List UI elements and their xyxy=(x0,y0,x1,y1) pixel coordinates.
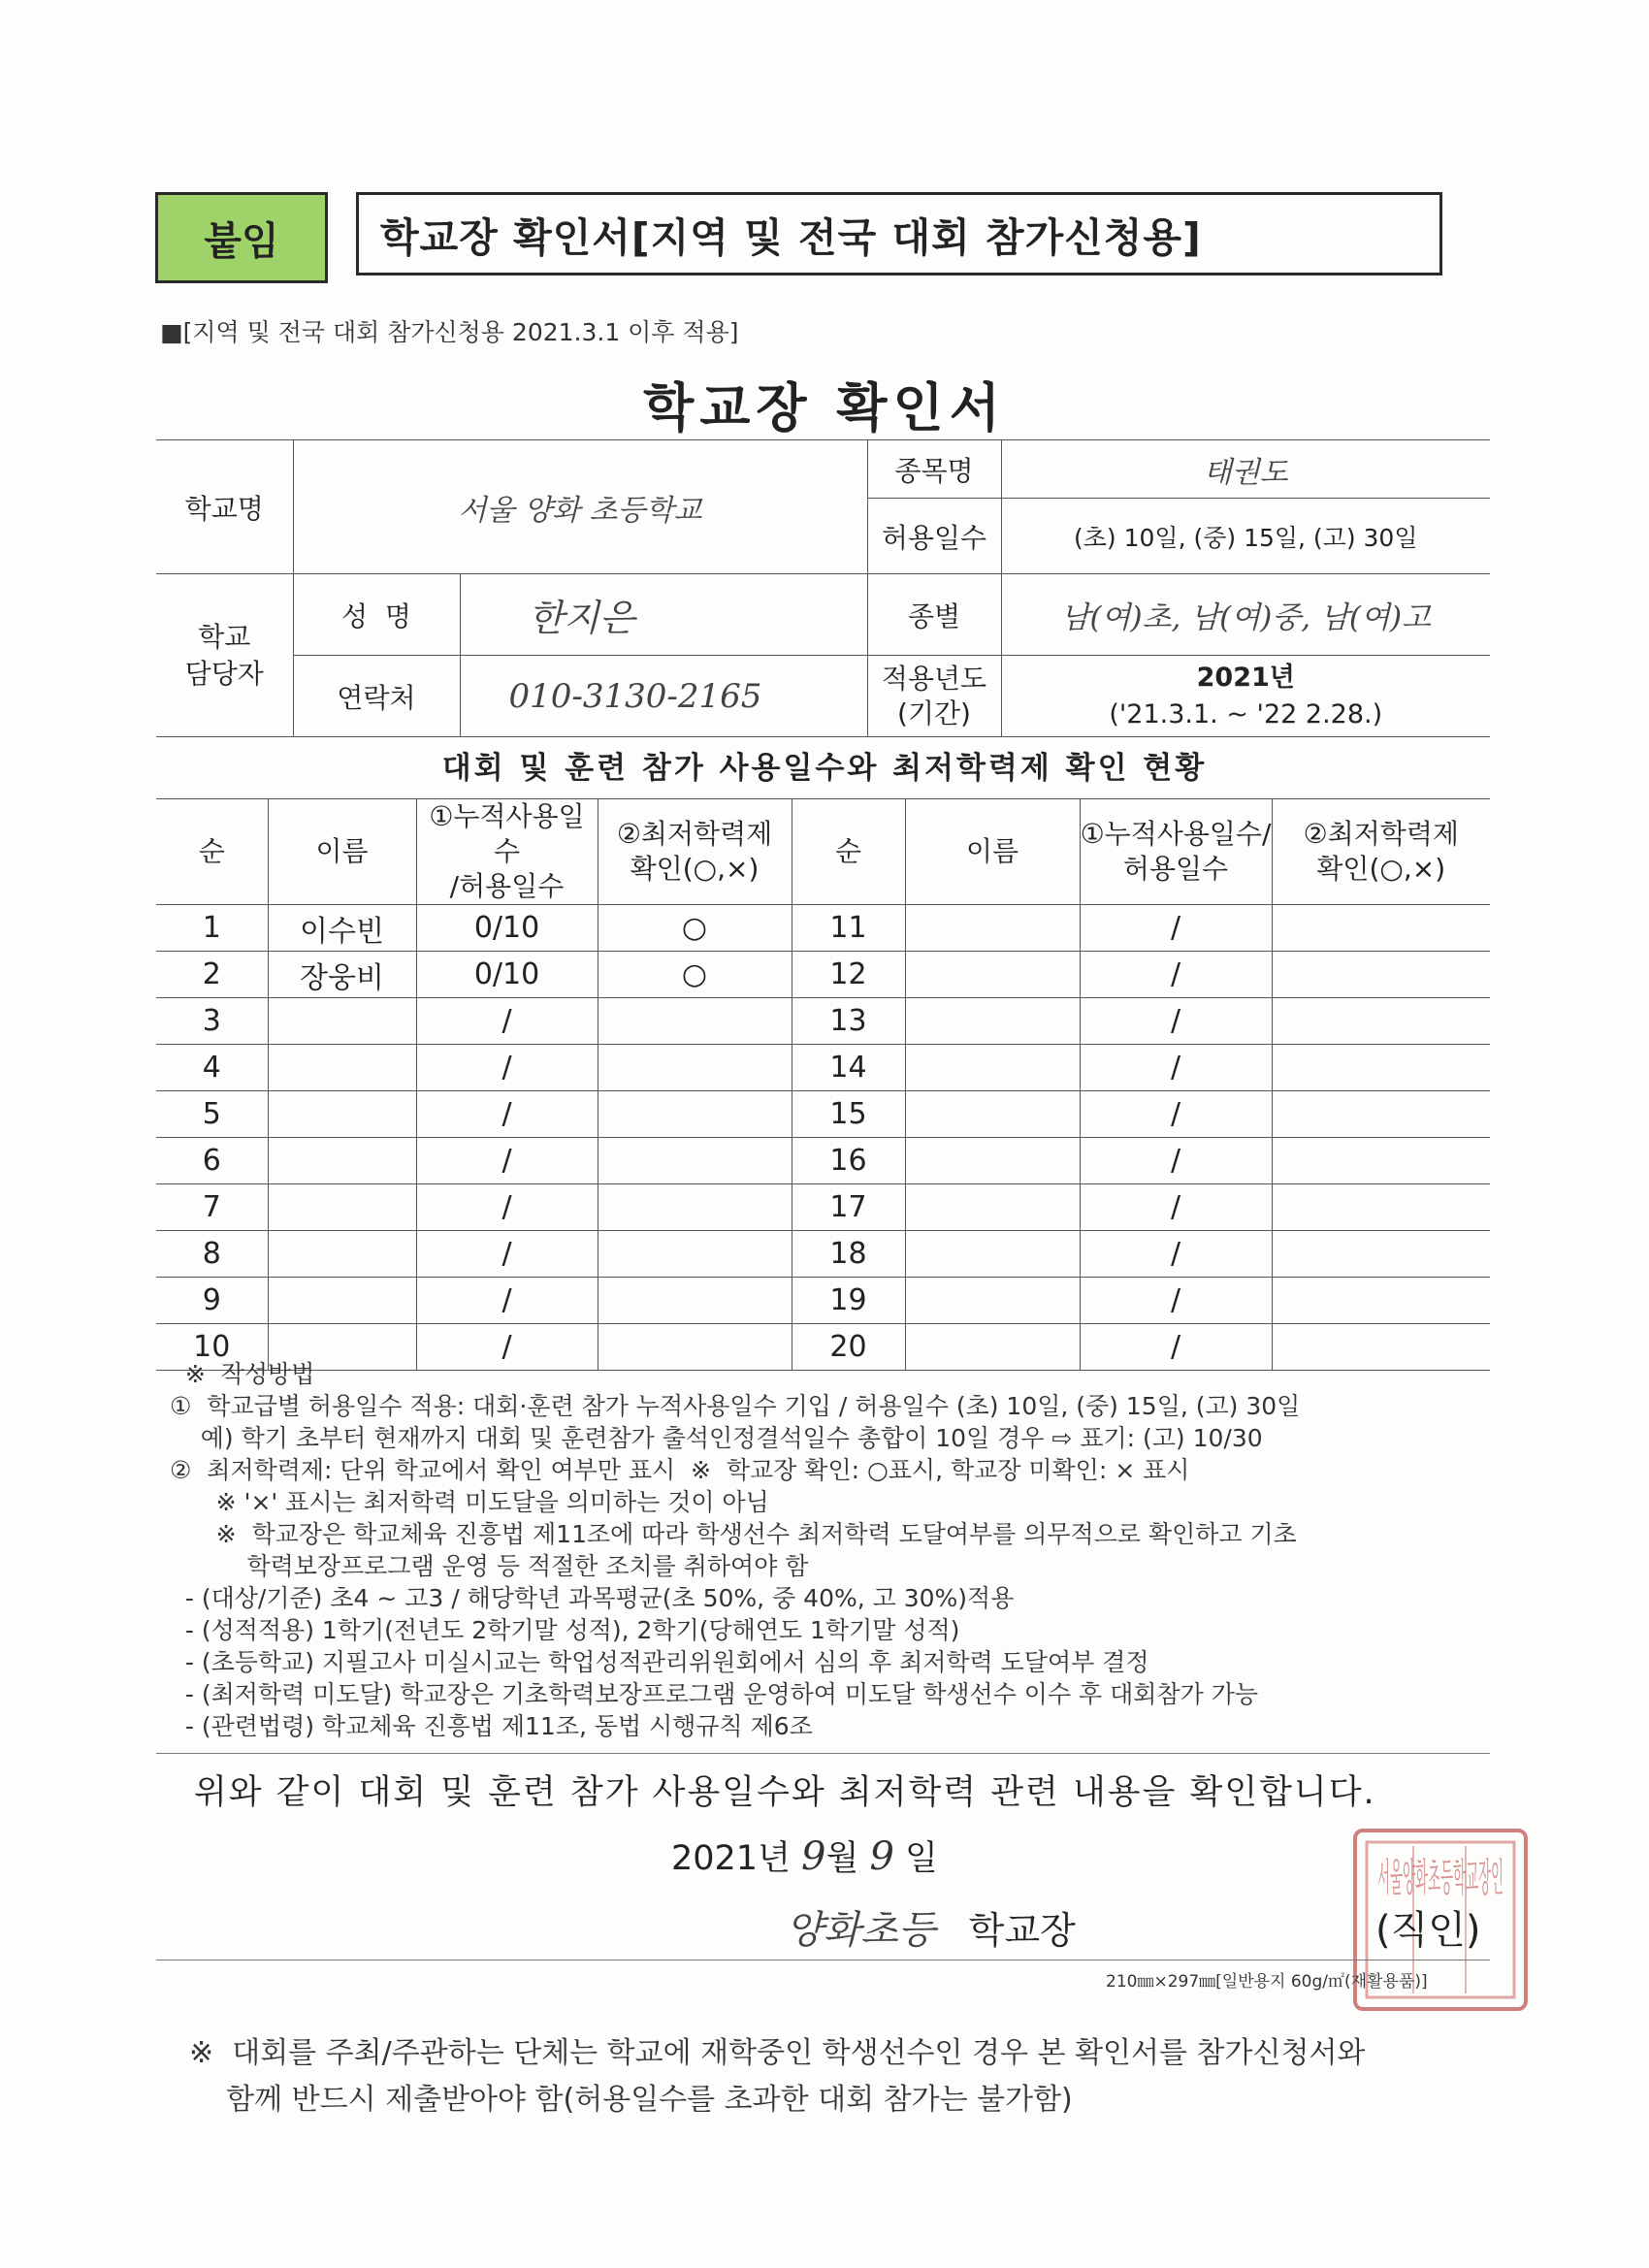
row-number: 9 xyxy=(156,1278,268,1324)
used-days-right: / xyxy=(1080,1045,1272,1091)
athlete-name xyxy=(268,1138,416,1184)
row-number-right: 14 xyxy=(792,1045,905,1091)
used-days: / xyxy=(416,1091,598,1138)
instruction-line: ※ '×' 표시는 최저학력 미도달을 의미하는 것이 아님 xyxy=(170,1488,769,1516)
academic-check-right xyxy=(1272,998,1490,1045)
row-number: 2 xyxy=(156,952,268,998)
academic-check xyxy=(598,1184,792,1231)
row-number: 10 xyxy=(156,1324,268,1371)
row-number: 6 xyxy=(156,1138,268,1184)
academic-check-right xyxy=(1272,1184,1490,1231)
date-month-label: 월 xyxy=(825,1839,859,1878)
instruction-line: - (대상/기준) 초4 ~ 고3 / 해당학년 과목평균(초 50%, 중 40%, 고 30%)적용 xyxy=(170,1584,1015,1612)
header-days: ①누적사용일수 /허용일수 xyxy=(416,799,598,905)
used-days-right: / xyxy=(1080,1091,1272,1138)
instruction-line: ※ 학교장은 학교체육 진흥법 제11조에 따라 학생선수 최저학력 도달여부를 의무적으로 확인하고 기초 xyxy=(170,1520,1297,1548)
manager-label-line-1: 학교 xyxy=(198,620,251,653)
usage-table-title: 대회 및 훈련 참가 사용일수와 최저학력제 확인 현황 xyxy=(441,751,1208,786)
footer-line-1: ※ 대회를 주최/주관하는 단체는 학교에 재학중인 학생선수인 경우 본 확인서를 참가신청서와 xyxy=(189,2036,1366,2070)
row-number: 8 xyxy=(156,1231,268,1278)
header-no: 순 xyxy=(156,799,268,905)
academic-check-right xyxy=(1272,1231,1490,1278)
used-days: 0/10 xyxy=(416,952,598,998)
used-days-right: / xyxy=(1080,998,1272,1045)
academic-check-right xyxy=(1272,1045,1490,1091)
header-check: ②최저학력제 확인(○,×) xyxy=(598,799,792,905)
row-number-right: 15 xyxy=(792,1091,905,1138)
used-days: / xyxy=(416,1184,598,1231)
academic-check: ○ xyxy=(598,905,792,952)
date-month-handwritten: 9 xyxy=(801,1834,826,1879)
used-days: / xyxy=(416,1231,598,1278)
row-number-right: 16 xyxy=(792,1138,905,1184)
table-row xyxy=(156,1138,1490,1184)
date-line xyxy=(671,1831,938,1880)
athlete-name-right xyxy=(905,998,1080,1045)
row-number-right: 19 xyxy=(792,1278,905,1324)
confirmation-statement: 위와 같이 대회 및 훈련 참가 사용일수와 최저학력 관련 내용을 확인합니다. xyxy=(194,1773,1376,1812)
year-field xyxy=(1001,656,1490,737)
row-number-right: 13 xyxy=(792,998,905,1045)
sport-field: 태권도 xyxy=(1001,440,1490,499)
used-days-right: / xyxy=(1080,1231,1272,1278)
academic-check-right xyxy=(1272,1138,1490,1184)
athlete-name xyxy=(268,1231,416,1278)
row-number: 7 xyxy=(156,1184,268,1231)
gender-label: 종별 xyxy=(867,574,1001,656)
athlete-name xyxy=(268,1091,416,1138)
academic-check xyxy=(598,998,792,1045)
instruction-line: - (초등학교) 지필고사 미실시교는 학업성적관리위원회에서 심의 후 최저학력 도달여부 결정 xyxy=(170,1648,1149,1676)
table-row xyxy=(156,1045,1490,1091)
academic-check: ○ xyxy=(598,952,792,998)
footer-line-2: 함께 반드시 제출받아야 함(허용일수를 초과한 대회 참가는 불가함) xyxy=(189,2083,1073,2117)
usage-table xyxy=(156,798,1490,1371)
table-row xyxy=(156,1184,1490,1231)
seal-label: (직인) xyxy=(1375,1908,1481,1953)
used-days: / xyxy=(416,998,598,1045)
academic-check-right xyxy=(1272,952,1490,998)
allowed-days-value: (초) 10일, (중) 15일, (고) 30일 xyxy=(1001,499,1490,574)
footer-note xyxy=(189,2030,1528,2123)
used-days: / xyxy=(416,1324,598,1371)
academic-check-right xyxy=(1272,1278,1490,1324)
athlete-name xyxy=(268,1184,416,1231)
row-number: 5 xyxy=(156,1091,268,1138)
header-name-right: 이름 xyxy=(905,799,1080,905)
table-row xyxy=(156,905,1490,952)
used-days-right: / xyxy=(1080,905,1272,952)
allowed-days-label: 허용일수 xyxy=(867,499,1001,574)
academic-check xyxy=(598,1138,792,1184)
athlete-name-right xyxy=(905,952,1080,998)
instruction-line: - (관련법령) 학교체육 진흥법 제11조, 동법 시행규칙 제6조 xyxy=(170,1712,813,1740)
table-row xyxy=(156,1091,1490,1138)
athlete-name xyxy=(268,1278,416,1324)
year-label xyxy=(867,656,1001,737)
signer-line xyxy=(786,1899,1076,1955)
period-value: ('21.3.1. ~ '22 2.28.) xyxy=(1109,698,1383,729)
instruction-line: ① 학교급별 허용일수 적용: 대회·훈련 참가 누적사용일수 기입 / 허용일수 (초) 10일, (중) 15일, (고) 30일 xyxy=(170,1392,1301,1420)
used-days-right: / xyxy=(1080,1278,1272,1324)
info-table xyxy=(156,439,1490,737)
athlete-name xyxy=(268,1045,416,1091)
athlete-name: 장웅비 xyxy=(268,952,416,998)
manager-label-line-2: 담당자 xyxy=(184,657,264,690)
table-row xyxy=(156,1231,1490,1278)
instruction-line: ※ 작성방법 xyxy=(170,1360,315,1388)
manager-name-field: 한지은 xyxy=(460,574,867,656)
row-number-right: 12 xyxy=(792,952,905,998)
attachment-tag: 붙임 xyxy=(155,192,328,283)
year-label-line-1: 적용년도 xyxy=(881,662,987,695)
academic-check xyxy=(598,1045,792,1091)
instruction-line: - (성적적용) 1학기(전년도 2학기말 성적), 2학기(당해연도 1학기말 성적) xyxy=(170,1616,960,1644)
used-days-right: / xyxy=(1080,1324,1272,1371)
row-number-right: 18 xyxy=(792,1231,905,1278)
athlete-name-right xyxy=(905,1045,1080,1091)
athlete-name-right xyxy=(905,1231,1080,1278)
academic-check-right xyxy=(1272,1091,1490,1138)
school-label: 학교명 xyxy=(156,440,293,574)
row-number-right: 11 xyxy=(792,905,905,952)
academic-check xyxy=(598,1091,792,1138)
principal-label: 학교장 xyxy=(968,1909,1076,1952)
year-label-line-2: (기간) xyxy=(897,697,971,729)
athlete-name-right xyxy=(905,1091,1080,1138)
name-label: 성 명 xyxy=(293,574,460,656)
athlete-name-right xyxy=(905,905,1080,952)
used-days-right: / xyxy=(1080,1184,1272,1231)
row-number-right: 17 xyxy=(792,1184,905,1231)
school-handwritten: 양화초등 xyxy=(786,1908,936,1953)
academic-check-right xyxy=(1272,905,1490,952)
form-title-box: 학교장 확인서[지역 및 전국 대회 참가신청용] xyxy=(356,192,1442,275)
instruction-line: 학력보장프로그램 운영 등 적절한 조치를 취하여야 함 xyxy=(170,1552,809,1580)
year-value: 2021년 xyxy=(1196,662,1295,693)
contact-field: 010-3130-2165 xyxy=(460,656,867,737)
used-days: 0/10 xyxy=(416,905,598,952)
header-days-right: ①누적사용일수/ 허용일수 xyxy=(1080,799,1272,905)
used-days: / xyxy=(416,1138,598,1184)
used-days-right: / xyxy=(1080,1138,1272,1184)
academic-check xyxy=(598,1231,792,1278)
instructions xyxy=(170,1358,1508,1742)
table-row xyxy=(156,998,1490,1045)
school-name-field: 서울 양화 초등학교 xyxy=(293,440,867,574)
paper-spec: 210㎜×297㎜[일반용지 60g/㎡(재활용품)] xyxy=(1106,1972,1428,1992)
row-number: 3 xyxy=(156,998,268,1045)
page-title: 학교장 확인서 xyxy=(643,377,1006,438)
athlete-name-right xyxy=(905,1138,1080,1184)
table-row xyxy=(156,1278,1490,1324)
instruction-line: - (최저학력 미도달) 학교장은 기초학력보장프로그램 운영하여 미도달 학생선수 이수 후 대회참가 가능 xyxy=(170,1680,1258,1708)
athlete-name xyxy=(268,998,416,1045)
header-no-right: 순 xyxy=(792,799,905,905)
header-name: 이름 xyxy=(268,799,416,905)
manager-label xyxy=(156,574,293,737)
gender-field: 남(여)초, 남(여)중, 남(여)고 xyxy=(1001,574,1490,656)
athlete-name-right xyxy=(905,1278,1080,1324)
instruction-line: 예) 학기 초부터 현재까지 대회 및 훈련참가 출석인정결석일수 총합이 10일 경우 ⇨ 표기: (고) 10/30 xyxy=(170,1424,1263,1452)
divider xyxy=(156,1753,1490,1754)
row-number-right: 20 xyxy=(792,1324,905,1371)
table-row xyxy=(156,952,1490,998)
used-days: / xyxy=(416,1278,598,1324)
athlete-name: 이수빈 xyxy=(268,905,416,952)
date-day-handwritten: 9 xyxy=(869,1834,894,1879)
academic-check xyxy=(598,1278,792,1324)
contact-label: 연락처 xyxy=(293,656,460,737)
applied-note: ■[지역 및 전국 대회 참가신청용 2021.3.1 이후 적용] xyxy=(160,318,739,346)
date-year: 2021년 xyxy=(671,1839,791,1878)
row-number: 4 xyxy=(156,1045,268,1091)
header-check-right: ②최저학력제 확인(○,×) xyxy=(1272,799,1490,905)
seal-chars: 서울양화초등학교장인 xyxy=(1377,1856,1504,1900)
date-day-label: 일 xyxy=(905,1839,938,1878)
instruction-line: ② 최저학력제: 단위 학교에서 확인 여부만 표시 ※ 학교장 확인: ○표시, 학교장 미확인: × 표시 xyxy=(170,1456,1190,1484)
sport-label: 종목명 xyxy=(867,440,1001,499)
used-days-right: / xyxy=(1080,952,1272,998)
used-days: / xyxy=(416,1045,598,1091)
athlete-name-right xyxy=(905,1184,1080,1231)
row-number: 1 xyxy=(156,905,268,952)
